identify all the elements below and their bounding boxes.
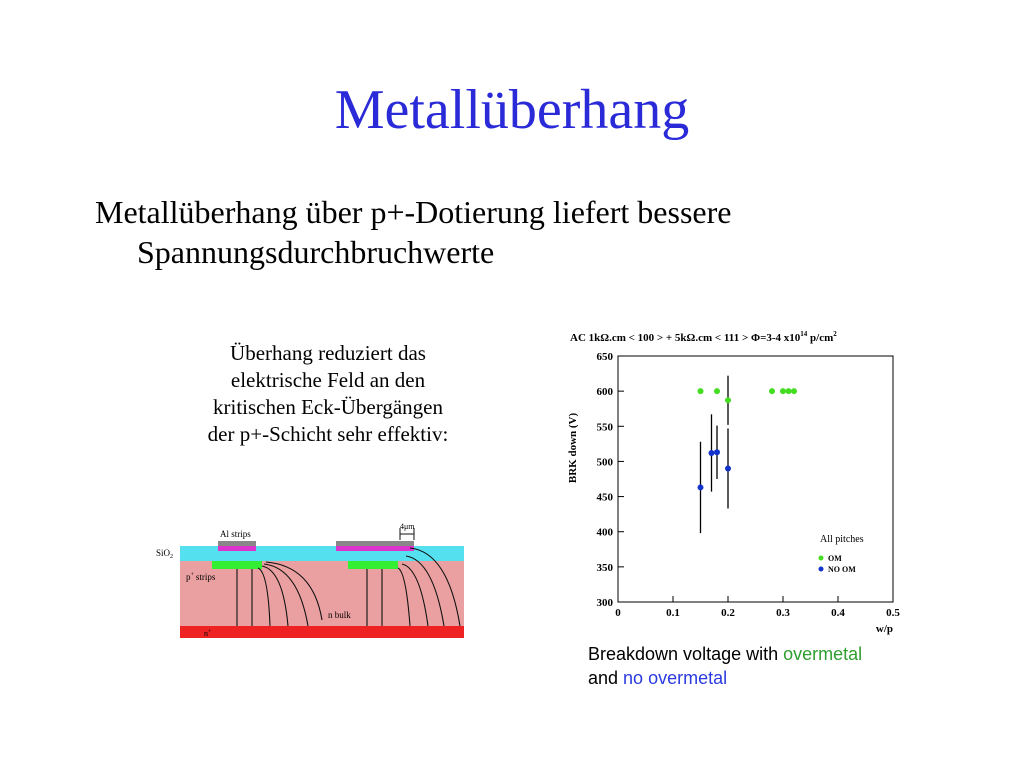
y-tick-label: 550 [596,421,613,434]
n-plus-layer [180,626,464,638]
metal-left [218,546,256,551]
breakdown-chart [558,318,928,640]
x-axis-label: w/p [875,623,893,635]
data-marks [698,376,798,533]
chart-caption-line-2 [588,666,862,690]
sio2-label: SiO$_2$ [156,548,174,560]
caption-line: der p+-Schicht sehr effektiv: [207,422,449,446]
caption-text: and [588,668,624,688]
chart-caption [588,642,862,690]
y-tick-label: 350 [596,561,613,574]
data-point [725,397,731,403]
caption-line: Überhang reduziert das [230,341,426,365]
data-point [725,465,731,471]
chart-title: AC 1kΩ.cm < 100 > + 5kΩ.cm < 111 > Φ=3-4 $x10^{14}$ $p/cm^2$ [570,330,837,344]
chart-caption-line-1 [588,642,862,666]
dimension-label: 4μm [400,522,415,531]
diagram-caption [158,340,498,448]
x-tick-label: 0.3 [776,607,790,619]
axis-ticks [597,351,901,619]
y-tick-label: 500 [596,456,613,469]
n-bulk-label: n bulk [328,610,351,620]
legend [819,554,857,574]
data-point [786,388,792,394]
y-tick-label: 400 [596,526,613,539]
data-point [698,484,704,490]
p-strips-label: p+ strips [186,572,216,582]
x-tick-label: 0.2 [721,607,735,619]
legend-title: All pitches [820,534,864,545]
y-tick-label: 450 [596,491,613,504]
data-point [780,388,786,394]
caption-line: elektrische Feld an den [230,368,426,392]
caption-line: kritischen Eck-Übergängen [213,395,443,419]
y-tick-label: 650 [596,351,613,363]
metal-right [336,546,414,551]
data-point [709,450,715,456]
data-point [698,388,704,394]
y-tick-label: 600 [596,386,613,399]
y-axis-label: BRK down (V) [567,412,579,484]
legend-marker [819,556,824,561]
n-plus-label: n+ [204,629,212,638]
al-strips-label: Al strips [220,529,251,539]
p-plus-strip-left [212,561,262,569]
data-point [769,388,775,394]
data-point [714,388,720,394]
x-tick-label: 0 [615,607,621,619]
x-tick-label: 0.5 [886,607,900,619]
p-plus-strip-right [348,561,398,569]
cross-section-diagram [148,520,468,642]
x-tick-label: 0.4 [831,607,845,619]
al-strip-right [336,541,414,546]
al-strip-left [218,541,256,546]
legend-marker [819,567,824,572]
data-point [714,449,720,455]
caption-text: Breakdown voltage with [588,644,784,664]
y-tick-label: 300 [596,597,613,609]
legend-label: NO OM [828,565,856,574]
x-tick-label: 0.1 [666,607,680,619]
bullet-line-1: Metallüberhang über p+-Dotierung liefert bessere [95,194,732,230]
bullet-line-2: Spannungsdurchbruchwerte [137,234,495,270]
legend-label: OM [828,554,842,563]
caption-overmetal: overmetal [783,644,863,664]
data-point [791,388,797,394]
slide-title: Metallüberhang [334,79,690,141]
bullet-text [95,192,955,272]
caption-no-overmetal: no overmetal [623,668,728,688]
